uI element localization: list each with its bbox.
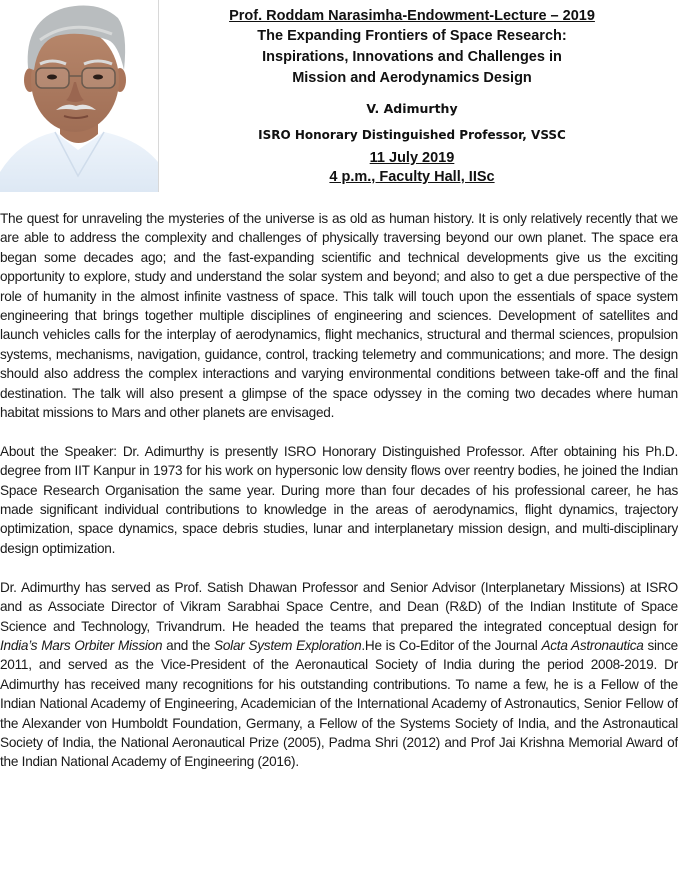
bio-text-3: .He is Co-Editor of the Journal [361, 637, 542, 653]
portrait-illustration [0, 0, 158, 192]
about-speaker-paragraph: About the Speaker: Dr. Adimurthy is presently ISRO Honorary Distinguished Professor. After obtaining his Ph.D. degree from IIT Kanpur in 1973 for his work on hypersonic low density flows over reentry bodies, he joined the Indian Space Research Organisation the same year. During more than four decades of his professional career, he has made significant individual contributions to knowledge in the areas of aerodynamics, flight dynamics, trajectory optimization, space dynamics, space debris studies, lunar and interplanetary mission design, and multi-disciplinary design optimization. [0, 443, 678, 556]
lecture-body [0, 209, 678, 791]
abstract-paragraph: The quest for unraveling the mysteries of the universe is as old as human history. It is only relatively recently that we are able to address the complexity and challenges of physically traversing beyond our own planet. The space era began some decades ago; and the fast-expanding scientific and technical developments give us the exciting opportunity to explore, study and understand the solar system and beyond; and also to get a due perspective of the role of humanity in the almost infinite vastness of space. This talk will touch upon the essentials of space system engineering that brings together multiple disciplines of engineering and sciences. Development of satellites and launch vehicles calls for the interplay of aerodynamics, flight mechanics, structural and thermal sciences, propulsion systems, mechanisms, navigation, guidance, control, tracking telemetry and communications; and more. The design should also address the complex interactions and varying environmental conditions between take-off and the final destination. The talk will also present a glimpse of the space odyssey in the coming two decades where human habitat missions to Mars and other planets are envisaged. [0, 211, 678, 421]
speaker-photo [0, 0, 159, 192]
speaker-affiliation: ISRO Honorary Distinguished Professor, VSSC [258, 128, 566, 142]
lecture-title-line-2: Inspirations, Innovations and Challenges in [262, 49, 562, 65]
lecture-title-line-1: The Expanding Frontiers of Space Research: [257, 28, 567, 44]
bio-italic-mission: India’s Mars Orbiter Mission [0, 637, 163, 653]
lecture-venue: 4 p.m., Faculty Hall, IISc [329, 169, 495, 185]
bio-text-1: Dr. Adimurthy has served as Prof. Satish Dhawan Professor and Senior Advisor (Interplanetary Missions) at ISRO and as Associate Director of Vikram Sarabhai Space Centre, and Dean (R&D) of the Indian Institute of Space Science and Technology, Trivandrum. He headed the teams that prepared the integrated conceptual design for [0, 579, 678, 634]
bio-text-4: since 2011, and served as the Vice-President of the Aeronautical Society of India during the period 2008-2019. Dr Adimurthy has received many recognitions for his outstanding contributions. To name a few, he is a Fellow of the Indian National Academy of Engineering, Academician of the International Academy of Astronautics, Senior Fellow of the Alexander von Humboldt Foundation, Germany, a Fellow of the Systems Society of India, and the Astronautical Society of India, the National Aeronautical Prize (2005), Padma Shri (2012) and Prof Jai Krishna Memorial Award of the Indian National Academy of Engineering (2016). [0, 637, 678, 770]
lecture-title-line-3: Mission and Aerodynamics Design [292, 70, 532, 86]
speaker-bio-paragraph [0, 578, 678, 772]
lecture-date: 11 July 2019 [369, 150, 455, 166]
lecture-header [180, 6, 644, 187]
speaker-name: V. Adimurthy [366, 101, 458, 116]
lecture-series-title: Prof. Roddam Narasimha-Endowment-Lecture – 2019 [229, 8, 595, 24]
bio-text-2: and the [162, 637, 215, 653]
bio-italic-journal: Acta Astronautica [541, 637, 644, 653]
bio-italic-exploration: Solar System Exploration [214, 637, 362, 653]
